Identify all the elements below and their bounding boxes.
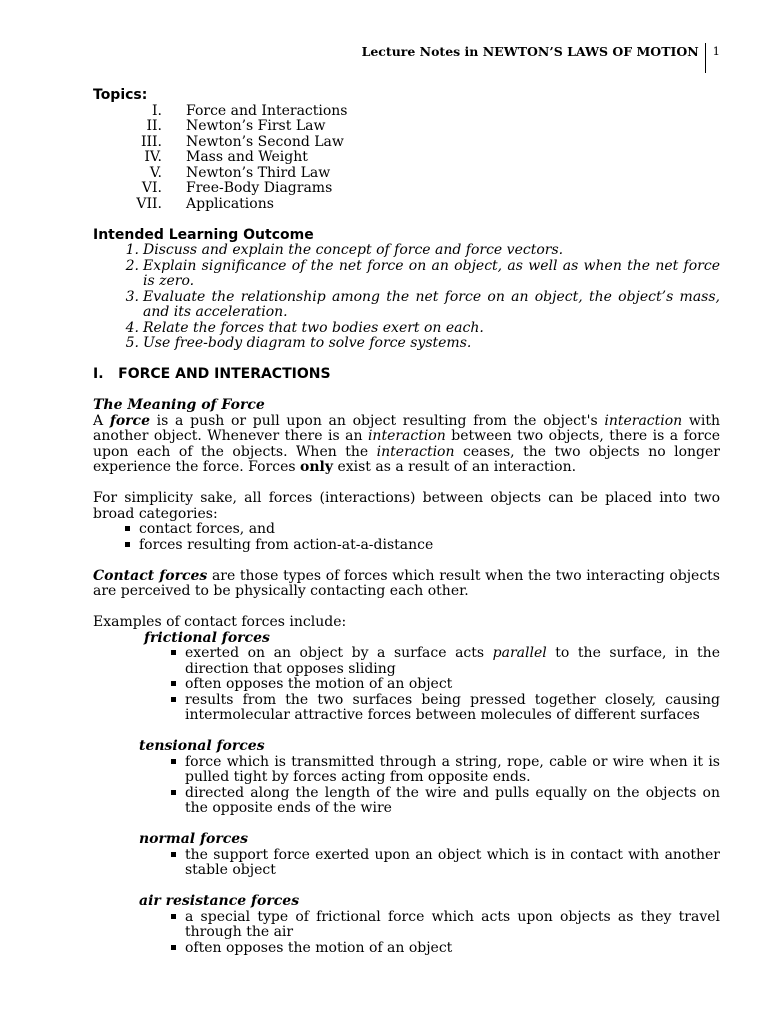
header-title: Lecture Notes in NEWTON’S LAWS OF MOTION [361,44,699,59]
contact-forces-paragraph [93,569,720,600]
item-text: Applications [186,195,274,212]
text-run: exist as a result of an interaction. [333,459,577,475]
topics-list [93,104,720,213]
list-item [93,104,720,120]
list-item [93,910,720,941]
ilo-list [93,243,720,352]
item-text: Explain significance of the net force on an object, as well as when the net force is zero. [143,257,720,289]
air-resistance-heading: air resistance forces [139,893,300,909]
list-item [93,538,720,554]
term-force: force [109,412,150,429]
bullet-icon [115,522,139,538]
item-text: a special type of frictional force which acts upon objects as they travel through the air [185,908,720,940]
item-number: 5. [125,335,139,351]
list-item [93,646,720,677]
force-definition-paragraph [93,414,720,476]
text-run: between two objects, there is a force upon each of the objects. When the [93,428,720,460]
list-item [93,321,720,337]
item-text: Newton’s Third Law [186,164,331,181]
item-text: the support force exerted upon an object which is in contact with another stable object [185,846,720,878]
item-text: contact forces, and [139,521,276,537]
bullet-icon [161,786,185,817]
item-number: VI. [141,180,162,196]
list-item [93,243,720,259]
bullet-icon [161,941,185,957]
text-run: exerted on an object by a surface acts [185,645,493,661]
list-item [93,166,720,182]
term-contact-forces: Contact forces [93,567,208,584]
item-text: Free-Body Diagrams [186,180,333,196]
item-text: Mass and Weight [186,149,308,165]
list-item [93,290,720,321]
page-content [93,88,720,956]
text-run: A [93,412,110,429]
list-item [93,181,720,197]
list-item [93,119,720,135]
item-number: V. [149,164,162,181]
item-text: results from the two surfaces being pressed together closely, causing intermolecular attractive forces between molecules of different surfaces [185,691,720,723]
page-number: 1 [712,44,720,58]
item-text: Newton’s Second Law [186,133,344,150]
term-interaction: interaction [367,428,446,444]
categories-paragraph: For simplicity sake, all forces (interactions) between objects can be placed into two broad categories: [93,490,720,522]
list-item [93,197,720,213]
list-item [93,786,720,817]
list-item [93,135,720,151]
frictional-heading: frictional forces [144,629,270,646]
bullet-icon [161,646,185,677]
section-title: I. FORCE AND INTERACTIONS [93,366,331,382]
bullet-icon [161,910,185,941]
item-number: VII. [136,195,162,212]
text-run: are those types of forces which result when the two interacting objects are perceived to be physically contacting each other. [93,567,720,599]
bullet-icon [115,538,139,554]
list-item [93,677,720,693]
item-text: Force and Interactions [186,102,348,119]
list-item [93,693,720,724]
list-item [93,941,720,957]
meaning-heading: The Meaning of Force [93,397,265,413]
item-text: Evaluate the relationship among the net force on an object, the object’s mass, and its acceleration. [143,288,720,320]
examples-intro: Examples of contact forces include: [93,614,347,630]
term-parallel: parallel [492,645,547,661]
bullet-icon [161,693,185,724]
term-interaction: interaction [376,443,455,460]
item-text: force which is transmitted through a string, rope, cable or wire when it is pulled tight by forces acting from opposite ends. [185,753,720,785]
item-number: II. [146,118,162,134]
item-number: 3. [125,288,139,305]
text-run: with another object. Whenever there is an [93,412,720,444]
item-text: Discuss and explain the concept of force and force vectors. [143,242,564,258]
text-run: is a push or pull upon an object resulting from the object's [149,412,605,429]
emphasis-only: only [300,459,333,475]
ilo-heading: Intended Learning Outcome [93,226,314,243]
item-text: directed along the length of the wire and pulls equally on the objects on the opposite ends of the wire [185,784,720,816]
list-item [93,336,720,352]
item-number: I. [152,102,162,119]
list-item [93,259,720,290]
bullet-icon [161,848,185,879]
tensional-heading: tensional forces [139,738,265,754]
text-run: ceases, the two objects no longer experience the force. Forces [93,443,720,475]
item-text: Use free-body diagram to solve force systems. [143,335,472,351]
page-header [362,43,720,73]
normal-heading: normal forces [139,831,249,847]
item-text: forces resulting from action-at-a-distance [139,536,434,553]
list-item [93,848,720,879]
list-item [93,522,720,538]
topics-heading: Topics: [93,87,148,103]
item-number: III. [140,133,162,150]
item-number: IV. [144,149,162,165]
term-interaction: interaction [604,412,683,429]
text-run: to the surface, in the direction that opposes sliding [185,645,720,677]
item-text: Newton’s First Law [186,118,326,134]
bullet-icon [161,755,185,786]
item-text: Relate the forces that two bodies exert on each. [143,319,484,336]
list-item [93,150,720,166]
item-number: 4. [125,319,139,336]
item-text: often opposes the motion of an object [185,939,453,956]
item-text [185,646,720,677]
item-number: 2. [125,257,139,274]
bullet-icon [161,677,185,693]
item-number: 1. [125,242,139,258]
item-text: often opposes the motion of an object [185,676,453,692]
list-item [93,755,720,786]
